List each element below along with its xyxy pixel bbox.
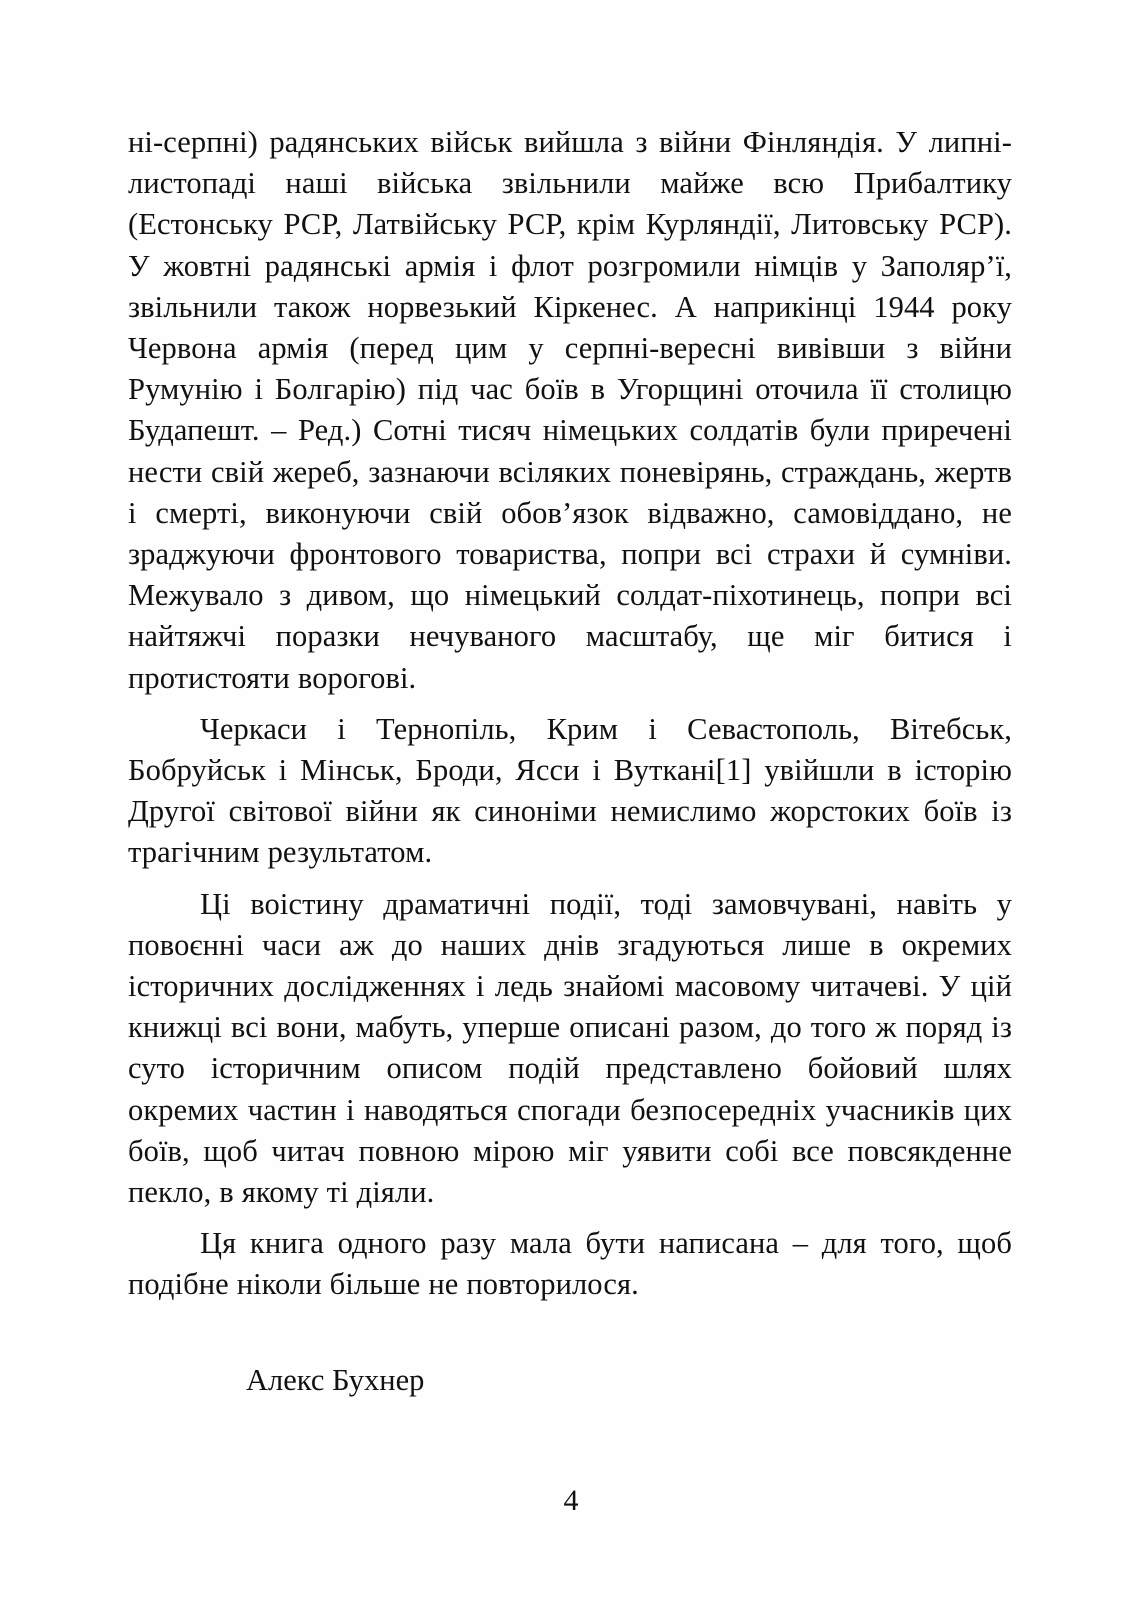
paragraph-1: ні-серпні) радянських військ вийшла з війни Фінляндія. У липні-листопаді наші війська звільнили майже всю Прибалтику (Естонську РСР, Латвійську РСР, крім Курляндії, Литовську РСР). У жовтні радянські армія і флот розгромили німців у Заполяр’ї, звільнили також норвезький Кіркенес. А наприкінці 1944 року Червона армія (перед цим у серпні-вересні вивівши з війни Румунію і Болгарію) під час боїв в Угорщині оточила її столицю Будапешт. – Ред.) Сотні тисяч німецьких солдатів були приречені нести свій жереб, зазнаючи всіляких поневірянь, страждань, жертв і смерті, виконуючи свій обов’язок відважно, самовіддано, не зраджуючи фронтового товариства, попри всі страхи й сумніви. Межувало з дивом, що німецький солдат-піхотинець, попри всі найтяжчі поразки нечуваного масштабу, ще міг битися і протистояти ворогові. xyxy=(128,125,1012,695)
text-column xyxy=(128,122,1012,1401)
paragraph-2: Черкаси і Тернопіль, Крим і Севастополь, Вітебськ, Бобруйськ і Мінськ, Броди, Ясси і Вуткані[1] увійшли в історію Другої світової війни як синоніми немислимо жорстоких боїв із трагічним результатом. xyxy=(128,711,1012,870)
paragraph-4: Ця книга одного разу мала бути написана – для того, щоб подібне ніколи більше не повторилося. xyxy=(128,1226,1012,1302)
paragraph-3: Ці воістину драматичні події, тоді замовчувані, навіть у повоєнні часи аж до наших днів згадуються лише в окремих історичних дослідженнях і ледь знайомі масовому читачеві. У цій книжці всі вони, мабуть, уперше описані разом, до того ж поряд із суто історичним описом подій представлено бойовий шлях окремих частин і наводяться спогади безпосередніх учасників цих боїв, щоб читач повною мірою міг уявити собі все повсякденне пекло, в якому ті діяли. xyxy=(128,886,1012,1210)
page-number: 4 xyxy=(563,1484,579,1517)
author-signature: Алекс Бухнер xyxy=(246,1362,425,1397)
